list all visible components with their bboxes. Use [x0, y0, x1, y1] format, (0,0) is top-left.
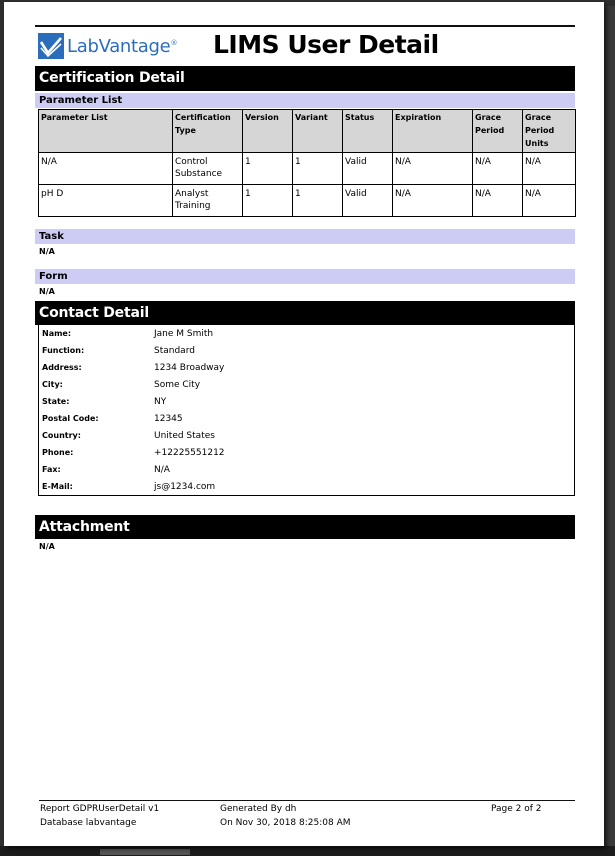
table-cell: N/A: [523, 153, 576, 185]
field-label: Function:: [42, 346, 85, 355]
field-value: Standard: [154, 346, 195, 356]
page-title: LIMS User Detail: [213, 30, 439, 59]
viewer-shadow-right: [604, 6, 615, 856]
field-label: E-Mail:: [42, 482, 73, 491]
task-value: N/A: [39, 247, 55, 256]
field-label: Name:: [42, 329, 72, 338]
footer-report-name: Report GDPRUserDetail v1: [40, 804, 160, 814]
column-header: Grace Period Units: [523, 110, 576, 153]
field-value: js@1234.com: [154, 482, 216, 492]
table-cell: N/A: [393, 185, 473, 217]
table-cell: 1: [243, 185, 293, 217]
column-header: Expiration: [393, 110, 473, 153]
task-heading: Task: [35, 229, 575, 244]
logo-text: LabVantage®: [67, 35, 178, 57]
table-cell: Valid: [343, 185, 393, 217]
table-cell: N/A: [39, 153, 173, 185]
field-value: United States: [154, 431, 215, 441]
field-label: Fax:: [42, 465, 61, 474]
viewer-scroll-hint: [100, 849, 190, 855]
field-value: NY: [154, 397, 167, 407]
footer-database: Database labvantage: [40, 818, 137, 828]
field-value: Jane M Smith: [154, 329, 214, 339]
field-label: Phone:: [42, 448, 74, 457]
labvantage-logo-icon: [38, 33, 64, 59]
contact-detail-box: [38, 324, 575, 496]
footer-generated-by: Generated By dh: [220, 804, 297, 814]
field-value: 12345: [154, 414, 183, 424]
column-header: Certification Type: [173, 110, 243, 153]
table-cell: Analyst Training: [173, 185, 243, 217]
attachment-value: N/A: [39, 542, 55, 551]
field-label: City:: [42, 380, 63, 389]
field-label: State:: [42, 397, 70, 406]
table-cell: N/A: [473, 185, 523, 217]
table-header-row: [39, 110, 576, 153]
field-value: Some City: [154, 380, 201, 390]
column-header: Version: [243, 110, 293, 153]
table-cell: Control Substance: [173, 153, 243, 185]
attachment-heading: Attachment: [35, 515, 575, 539]
column-header: Parameter List: [39, 110, 173, 153]
form-heading: Form: [35, 269, 575, 284]
field-value: +12225551212: [154, 448, 225, 458]
field-label: Address:: [42, 363, 82, 372]
form-value: N/A: [39, 287, 55, 296]
header-rule: [35, 25, 575, 27]
footer-generated-on: On Nov 30, 2018 8:25:08 AM: [220, 818, 351, 828]
table-cell: 1: [293, 185, 343, 217]
contact-detail-heading: Contact Detail: [35, 301, 575, 325]
table-row: [39, 153, 576, 185]
table-cell: N/A: [523, 185, 576, 217]
parameter-list-heading: Parameter List: [35, 93, 575, 108]
field-value: 1234 Broadway: [154, 363, 225, 373]
footer-rule: [39, 800, 575, 801]
labvantage-logo: [38, 32, 177, 60]
column-header: Variant: [293, 110, 343, 153]
table-cell: 1: [293, 153, 343, 185]
footer-page-number: Page 2 of 2: [491, 804, 542, 814]
viewer-shadow-bottom: [0, 846, 615, 856]
certification-table: [38, 109, 576, 217]
table-row: [39, 185, 576, 217]
certification-detail-heading: Certification Detail: [35, 66, 575, 91]
column-header: Grace Period: [473, 110, 523, 153]
field-label: Postal Code:: [42, 414, 99, 423]
registered-mark: ®: [170, 38, 178, 47]
table-cell: N/A: [393, 153, 473, 185]
table-cell: Valid: [343, 153, 393, 185]
column-header: Status: [343, 110, 393, 153]
table-cell: pH D: [39, 185, 173, 217]
table-cell: 1: [243, 153, 293, 185]
field-value: N/A: [154, 465, 170, 475]
field-label: Country:: [42, 431, 81, 440]
table-cell: N/A: [473, 153, 523, 185]
